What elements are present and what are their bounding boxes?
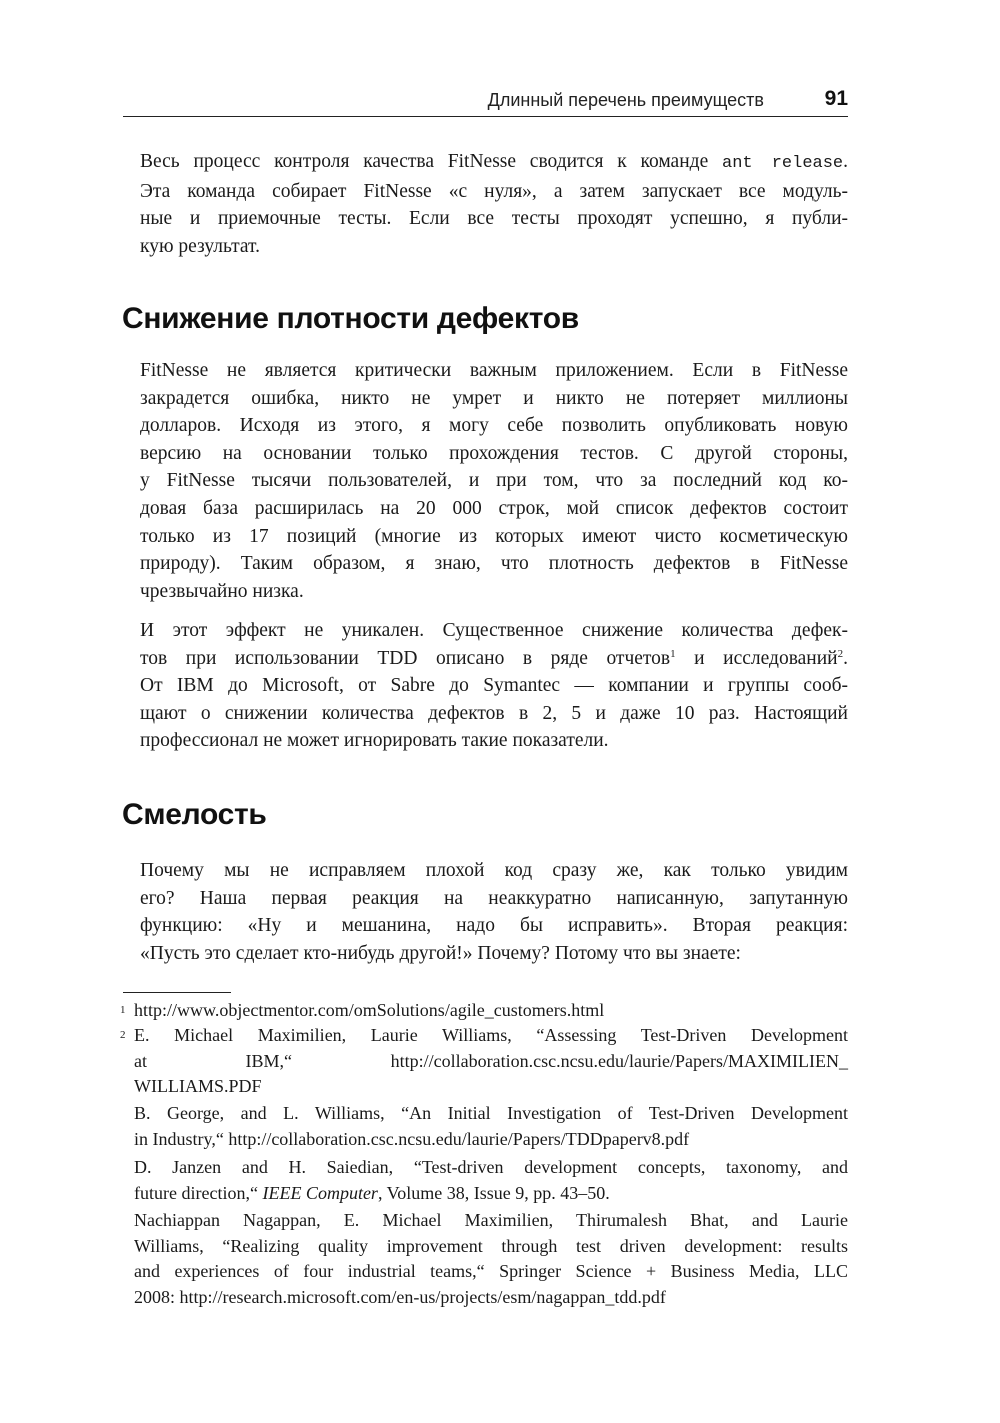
text-line: долларов. Исходя из этого, я могу себе позволить опубликовать новую [140,415,848,437]
text-line: Nachiappan Nagappan, E. Michael Maximilien, Thirumalesh Bhat, and Laurie [134,1210,848,1230]
courage-paragraph [140,857,848,967]
footnote-divider [123,992,231,993]
text-line: FitNesse не является критически важным приложением. Если в FitNesse [140,360,848,381]
footnote-2-ref-nagappan [134,1208,848,1310]
text-line: «Пусть это сделает кто-нибудь другой!» Почему? Потому что вы знаете: [140,942,741,964]
footnote-1 [120,998,848,1024]
footnote-link[interactable]: http://www.objectmentor.com/omSolutions/agile_customers.html [134,1000,605,1020]
text-line: WILLIAMS.PDF [134,1076,262,1096]
text-line: E. Michael Maximilien, Laurie Williams, “Assessing Test-Driven Development [134,1025,848,1045]
text-line: только из 17 позиций (многие из которых имеют чисто косметическую [140,525,848,547]
section-heading-courage: Смелость [122,798,267,831]
journal-title: IEEE Computer [262,1182,378,1203]
text-line: закрадется ошибка, никто не умрет и никто не потеряет миллионы [140,387,848,409]
text-line: чрезвычайно низка. [140,580,304,602]
text-line: at IBM,“ http://collaboration.csc.ncsu.edu/laurie/Papers/MAXIMILIEN_ [134,1050,848,1071]
footnote-2-ref-janzen [134,1155,848,1206]
text-line: ные и приемочные тесты. Если все тесты проходят успешно, я публи- [140,208,848,230]
footnote-ref-1[interactable]: 1 [670,647,676,660]
text-line: его? Наша первая реакция на неаккуратно написанную, запутанную [140,887,848,909]
text-line: 2008: http://research.microsoft.com/en-us/projects/esm/nagappan_tdd.pdf [134,1286,666,1307]
text-line: Williams, “Realizing quality improvement through test driven development: results [134,1235,848,1256]
text-line: Весь процесс контроля качества FitNesse сводится к команде ant release. [140,151,849,173]
footnote-2-ref-george [134,1101,848,1152]
text-line: щают о снижении количества дефектов в 2, 5 и даже 10 раз. Настоящий [140,702,848,724]
intro-paragraph [140,148,848,260]
footnote-marker: 2 [120,1029,126,1041]
text-line: D. Janzen and H. Saiedian, “Test-driven development concepts, taxonomy, and [134,1157,848,1177]
text-line: Почему мы не исправляем плохой код сразу же, как только увидим [140,860,848,881]
text-line: природу). Таким образом, я знаю, что плотность дефектов в FitNesse [140,553,848,575]
text-line: у FitNesse тысячи пользователей, и при том, что за последний код ко- [140,470,848,492]
footnote-2 [120,1023,848,1100]
text-line: версию на основании только прохождения тестов. С другой стороны, [140,442,848,464]
text-line: in Industry,“ http://collaboration.csc.ncsu.edu/laurie/Papers/TDDpaperv8.pdf [134,1128,690,1149]
footnote-ref-2[interactable]: 2 [837,647,844,660]
section-heading-defect-density: Снижение плотности дефектов [122,302,579,335]
text-line: довая база расширилась на 20 000 строк, мой список дефектов состоит [140,497,848,519]
footnote-marker: 1 [120,1004,126,1016]
text-line: профессионал не может игнорировать такие показатели. [140,730,609,752]
command-code: ant release [722,154,844,173]
text-line: функцию: «Ну и мешанина, надо бы исправить». Вторая реакция: [140,915,848,937]
text-line: Эта команда собирает FitNesse «с нуля», а затем запускает все модуль- [140,180,848,202]
text-line: future direction,“ IEEE Computer, Volume 38, Issue 9, pp. 43–50. [134,1182,610,1203]
defect-density-paragraph-2 [140,617,848,755]
text-line: and experiences of four industrial teams,“ Springer Science + Business Media, LLC [134,1261,848,1281]
text-line: кую результат. [140,235,260,257]
defect-density-paragraph-1 [140,357,848,605]
text-line: B. George, and L. Williams, “An Initial Investigation of Test-Driven Development [134,1103,848,1123]
running-header [123,86,848,117]
running-title: Длинный перечень преимуществ [487,90,764,110]
text-line: От IBM до Microsoft, от Sabre до Symantec — компании и группы сооб- [140,675,848,697]
text-line: И этот эффект не уникален. Существенное снижение количества дефек- [140,620,848,641]
text-line: тов при использовании TDD описано в ряде отчетов$^1$ и исследований$^2$. [140,647,848,669]
page-number: 91 [824,87,848,110]
